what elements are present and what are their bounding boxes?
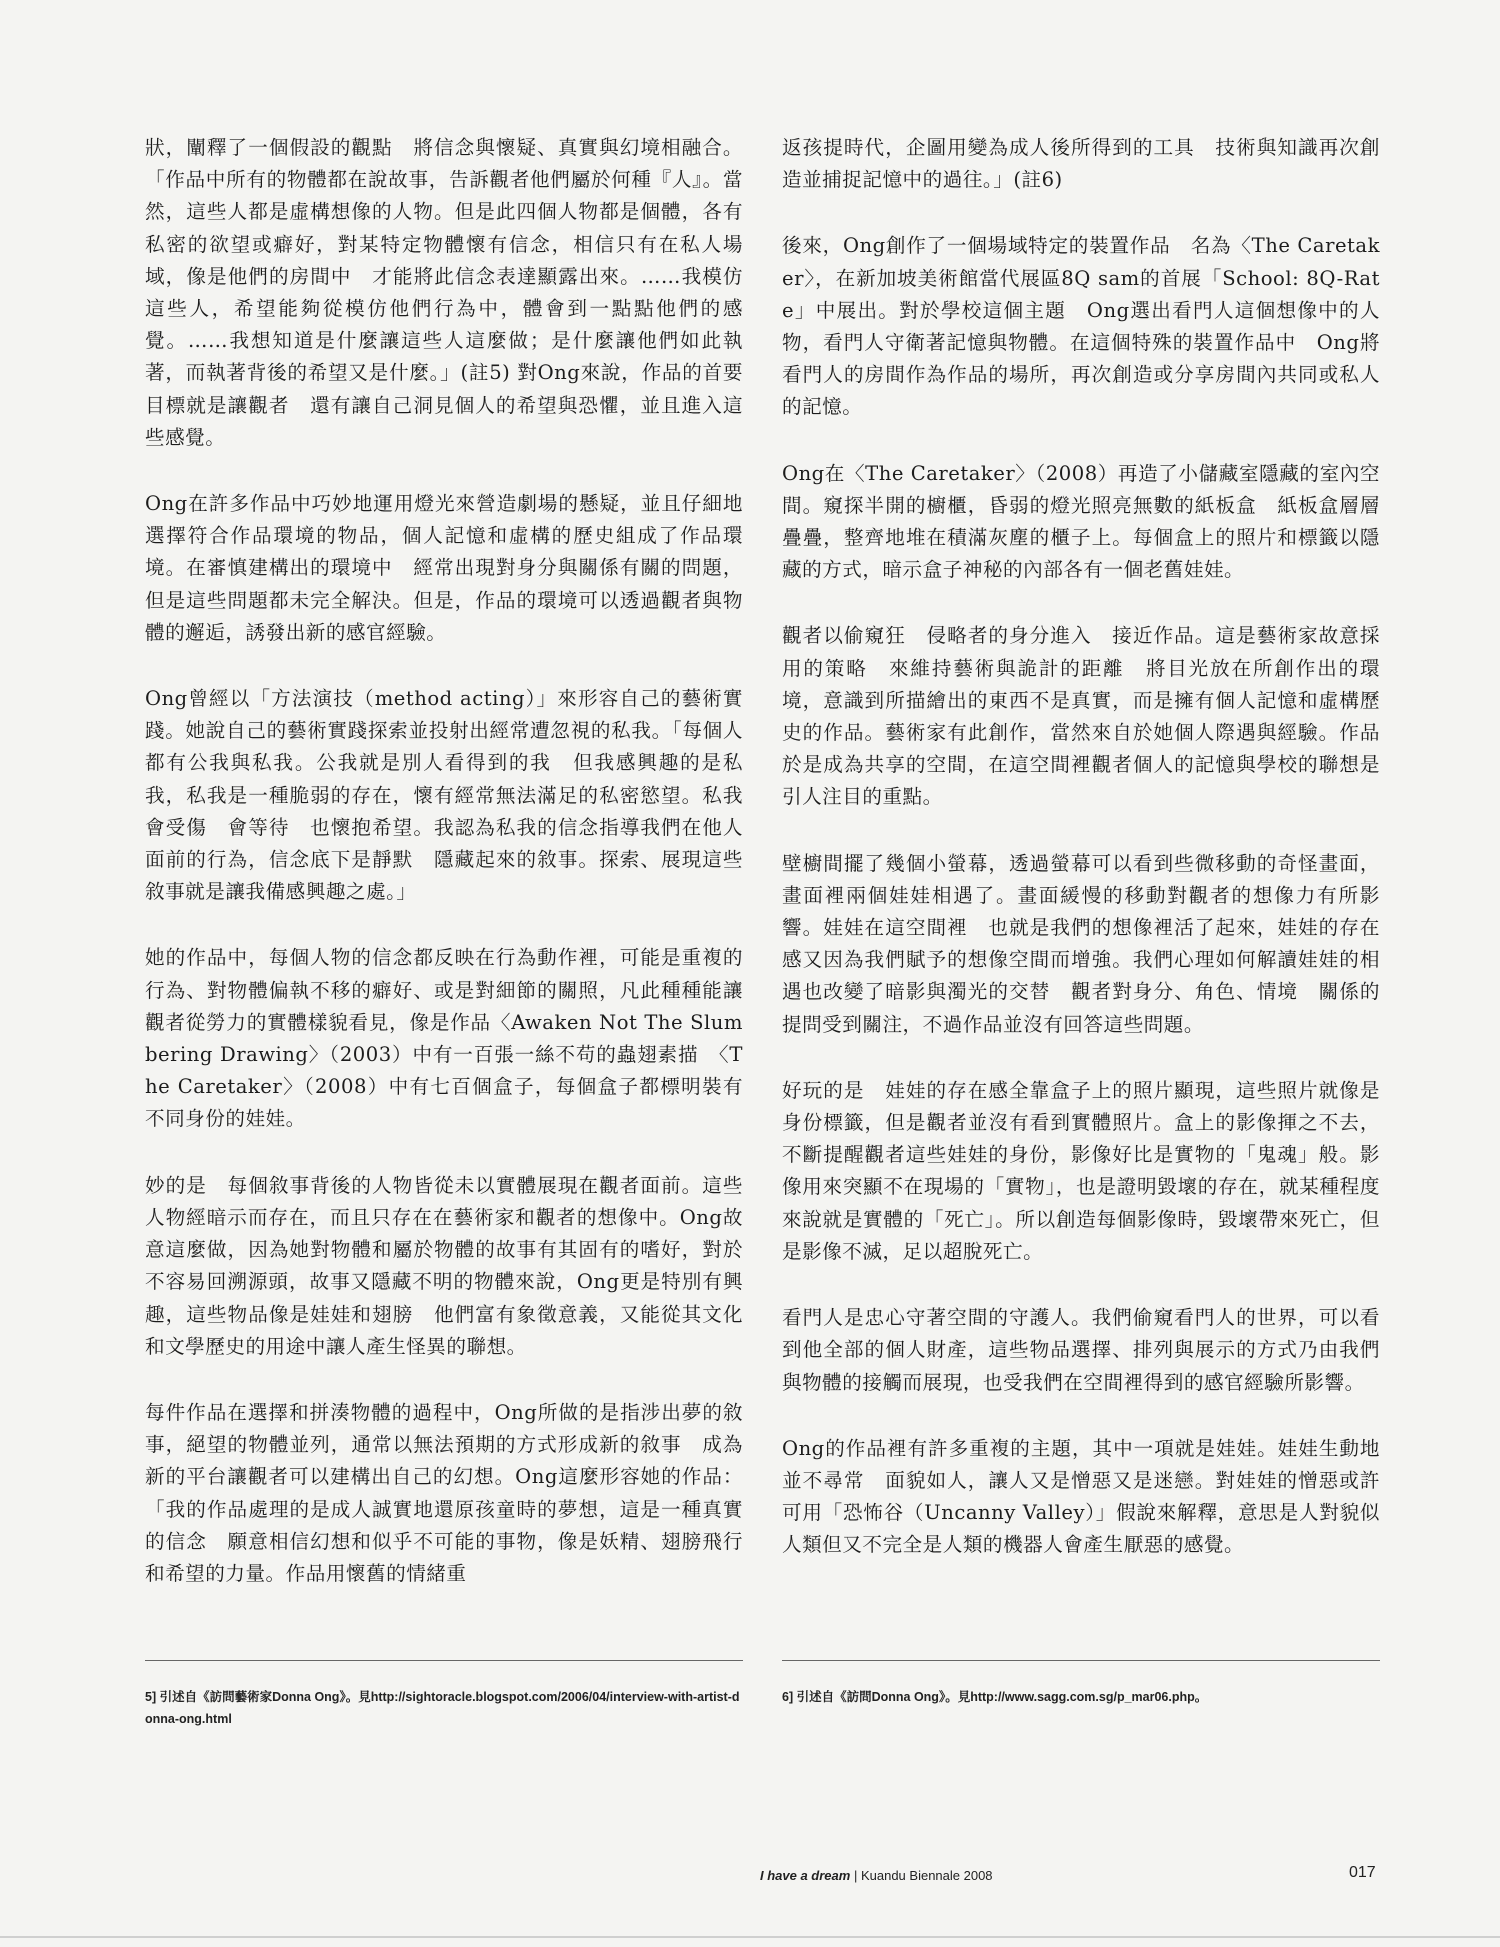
footnote-5: 5] 引述自《訪問藝術家Donna Ong》。見http://sightoracle.blogspot.com/2006/04/interview-with-artist-donna-ong.html <box>145 1690 740 1726</box>
body-paragraph: Ong曾經以「方法演技（method acting）」來形容自己的藝術實踐。她說自己的藝術實踐探索並投射出經常遭忽視的私我。「每個人都有公我與私我。公我就是別人看得到的我 但我感興趣的是私我，私我是一種脆弱的存在，懷有經常無法滿足的私密慾望。私我會受傷 會等待 也懷抱希望。我認為私我的信念指導我們在他人面前的行為，信念底下是靜默 隱藏起來的敘事。探索、展現這些敘事就是讓我備感興趣之處。」 <box>145 687 743 904</box>
right-text-column <box>782 132 1380 1596</box>
body-paragraph: Ong在許多作品中巧妙地運用燈光來營造劇場的懸疑，並且仔細地選擇符合作品環境的物品，個人記憶和虛構的歷史組成了作品環境。在審慎建構出的環境中 經常出現對身分與關係有關的問題，但是這些問題都未完全解決。但是，作品的環境可以透過觀者與物體的邂逅，誘發出新的感官經驗。 <box>145 492 743 644</box>
body-paragraph: 返孩提時代，企圖用變為成人後所得到的工具 技術與知識再次創造並捕捉記憶中的過往。」(註6) <box>782 136 1380 192</box>
page-number: 017 <box>1349 1864 1376 1881</box>
footnote-divider <box>782 1660 1380 1661</box>
body-paragraph: 壁櫥間擺了幾個小螢幕，透過螢幕可以看到些微移動的奇怪畫面，畫面裡兩個娃娃相遇了。畫面緩慢的移動對觀者的想像力有所影響。娃娃在這空間裡 也就是我們的想像裡活了起來，娃娃的存在感又因為我們賦予的想像空間而增強。我們心理如何解讀娃娃的相遇也改變了暗影與濁光的交替 觀者對身分、角色、情境 關係的提問受到關注，不過作品並沒有回答這些問題。 <box>782 851 1380 1036</box>
body-paragraph: 好玩的是 娃娃的存在感全靠盒子上的照片顯現，這些照片就像是身份標籤，但是觀者並沒有看到實體照片。盒上的影像揮之不去，不斷提醒觀者這些娃娃的身份，影像好比是實物的「鬼魂」般。影像用來突顯不在現場的「實物」，也是證明毀壞的存在，就某種程度來說就是實體的「死亡」。所以創造每個影像時，毀壞帶來死亡，但是影像不滅，足以超脫死亡。 <box>782 1078 1380 1263</box>
body-paragraph: Ong的作品裡有許多重複的主題，其中一項就是娃娃。娃娃生動地並不尋常 面貌如人，讓人又是憎惡又是迷戀。對娃娃的憎惡或許可用「恐怖谷（Uncanny Valley）」假說來解釋，意思是人對貌似人類但又不完全是人類的機器人會產生厭惡的感覺。 <box>782 1436 1380 1557</box>
footnote-6: 6] 引述自《訪問Donna Ong》。見http://www.sagg.com.sg/p_mar06.php。 <box>782 1690 1208 1704</box>
body-paragraph: 妙的是 每個敘事背後的人物皆從未以實體展現在觀者面前。這些人物經暗示而存在，而且只存在在藝術家和觀者的想像中。Ong故意這麼做，因為她對物體和屬於物體的故事有其固有的嗜好，對於不容易回溯源頭，故事又隱藏不明的物體來說，Ong更是特別有興趣，這些物品像是娃娃和翅膀 他們富有象徵意義，又能從其文化和文學歷史的用途中讓人產生怪異的聯想。 <box>145 1173 743 1358</box>
body-paragraph: Ong在〈The Caretaker〉（2008）再造了小儲藏室隱藏的室內空間。窺探半開的櫥櫃，昏弱的燈光照亮無數的紙板盒 紙板盒層層疊疊，整齊地堆在積滿灰塵的櫃子上。每個盒上的照片和標籤以隱藏的方式，暗示盒子神秘的內部各有一個老舊娃娃。 <box>782 461 1380 582</box>
body-paragraph: 每件作品在選擇和拼湊物體的過程中，Ong所做的是指涉出夢的敘事，絕望的物體並列，通常以無法預期的方式形成新的敘事 成為新的平台讓觀者可以建構出自己的幻想。Ong這麼形容她的作品：「我的作品處理的是成人誠實地還原孩童時的夢想，這是一種真實的信念 願意相信幻想和似乎不可能的事物，像是妖精、翅膀飛行和希望的力量。作品用懷舊的情緒重 <box>145 1400 743 1585</box>
body-paragraph: 看門人是忠心守著空間的守護人。我們偷窺看門人的世界，可以看到他全部的個人財產，這些物品選擇、排列與展示的方式乃由我們與物體的接觸而展現，也受我們在空間裡得到的感官經驗所影響。 <box>782 1306 1380 1394</box>
page-bottom-edge <box>0 1936 1500 1938</box>
footnote-divider <box>145 1660 743 1661</box>
footer-separator: | <box>853 1868 858 1883</box>
body-paragraph: 後來，Ong創作了一個場域特定的裝置作品 名為〈The Caretaker〉，在新加坡美術館當代展區8Q sam的首展「School: 8Q-Rate」中展出。對於學校這個主題 Ong選出看門人這個想像中的人物，看門人守衛著記憶與物體。在這個特殊的裝置作品中 Ong將看門人的房間作為作品的場所，再次創造或分享房間內共同或私人的記憶。 <box>782 234 1380 419</box>
publication-title: I have a dream <box>760 1868 851 1883</box>
running-footer <box>760 1868 993 1883</box>
event-name: Kuandu Biennale 2008 <box>860 1868 993 1883</box>
body-paragraph: 觀者以偷窺狂 侵略者的身分進入 接近作品。這是藝術家故意採用的策略 來維持藝術與詭計的距離 將目光放在所創作出的環境，意識到所描繪出的東西不是真實，而是擁有個人記憶和虛構歷史的作品。藝術家有此創作，當然來自於她個人際遇與經驗。作品於是成為共享的空間，在這空間裡觀者個人的記憶與學校的聯想是引人注目的重點。 <box>782 624 1380 809</box>
body-paragraph: 她的作品中，每個人物的信念都反映在行為動作裡，可能是重複的行為、對物體偏執不移的癖好、或是對細節的關照，凡此種種能讓觀者從勞力的實體樣貌看見，像是作品〈Awaken Not The Slumbering Drawing〉（2003）中有一百張一絲不苟的蟲翅素描 〈The Caretaker〉（2008）中有七百個盒子，每個盒子都標明裝有不同身份的娃娃。 <box>145 946 743 1131</box>
left-text-column <box>145 132 743 1624</box>
body-paragraph: 狀，闡釋了一個假設的觀點 將信念與懷疑、真實與幻境相融合。「作品中所有的物體都在說故事，告訴觀者他們屬於何種『人』。當然，這些人都是虛構想像的人物。但是此四個人物都是個體，各有私密的欲望或癖好，對某特定物體懷有信念，相信只有在私人場域，像是他們的房間中 才能將此信念表達顯露出來。……我模仿這些人，希望能夠從模仿他們行為中，體會到一點點他們的感覺。……我想知道是什麼讓這些人這麼做；是什麼讓他們如此執著，而執著背後的希望又是什麼。」(註5) 對Ong來說，作品的首要目標就是讓觀者 還有讓自己洞見個人的希望與恐懼，並且進入這些感覺。 <box>145 136 743 449</box>
